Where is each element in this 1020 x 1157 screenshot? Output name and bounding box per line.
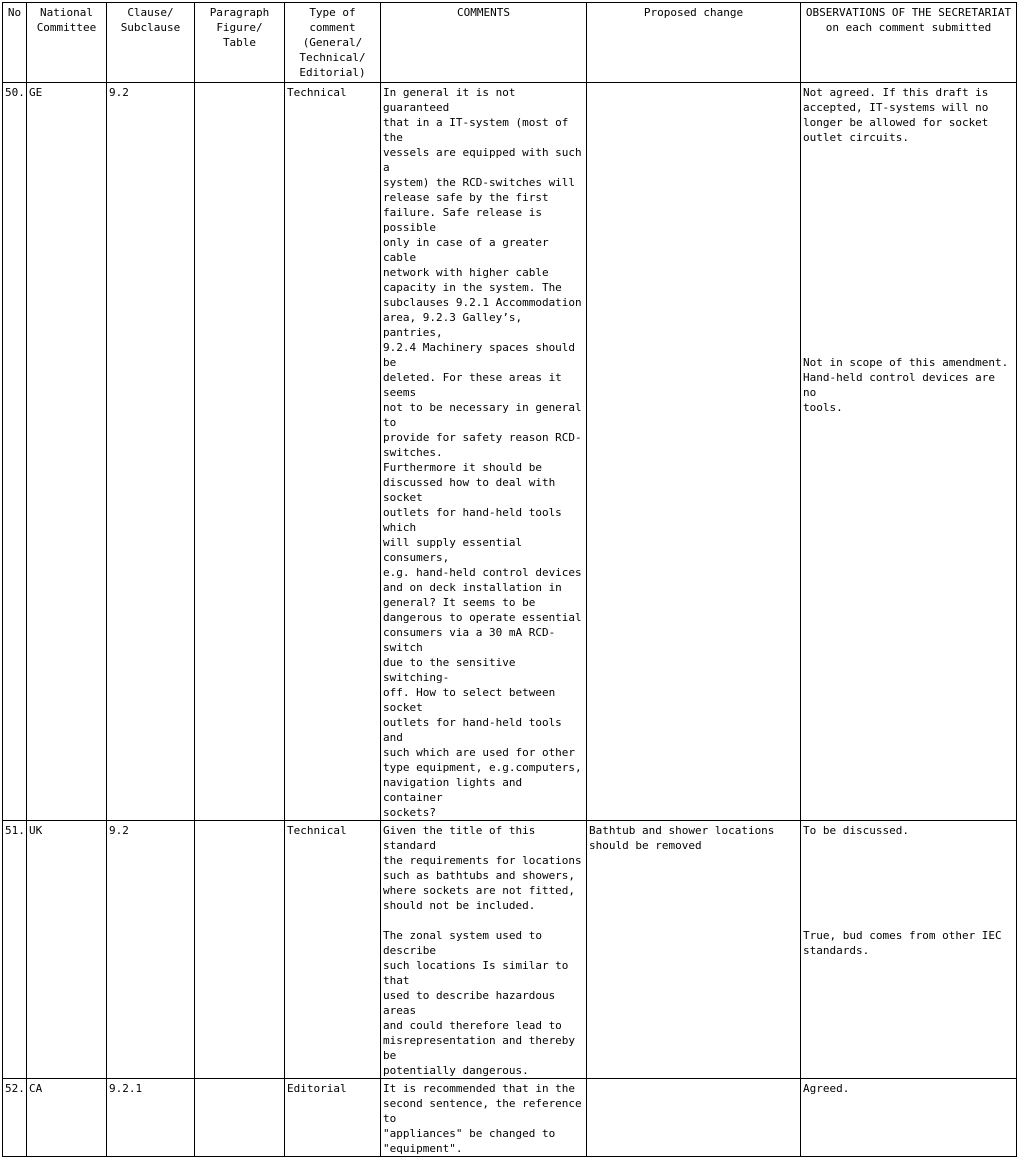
comments-cell: It is recommended that in the second sentence, the reference to "appliances" be changed to "equipment". xyxy=(381,1079,587,1157)
clause-cell: 9.2.1 xyxy=(107,1079,195,1157)
row-number: 51. xyxy=(3,821,27,1079)
header-national-committee: National Committee xyxy=(27,3,107,83)
type-cell: Technical xyxy=(285,83,381,821)
paragraph-cell xyxy=(195,83,285,821)
national-committee-cell: CA xyxy=(27,1079,107,1157)
comments-cell: Given the title of this standard the requirements for locations such as bathtubs and showers, where sockets are not fitted, should not be included. The zonal system used to describe such locations Is similar to that used to describe hazardous areas and could therefore lead to misrepresentation and thereby be potentially dangerous. xyxy=(381,821,587,1079)
row-number: 52. xyxy=(3,1079,27,1157)
table-row xyxy=(3,83,1017,821)
proposed-change-cell: Bathtub and shower locations should be removed xyxy=(587,821,801,1079)
comments-cell: In general it is not guaranteed that in a IT-system (most of the vessels are equipped with such a system) the RCD-switches will release safe by the first failure. Safe release is possible only in case of a greater cable network with higher cable capacity in the system. The subclauses 9.2.1 Accommodation area, 9.2.3 Galley’s, pantries, 9.2.4 Machinery spaces should be deleted. For these areas it seems not to be necessary in general to provide for safety reason RCD- switches. Furthermore it should be discussed how to deal with socket outlets for hand-held tools which will supply essential consumers, e.g. hand-held control devices and on deck installation in general? It seems to be dangerous to operate essential consumers via a 30 mA RCD-switch due to the sensitive switching- off. How to select between socket outlets for hand-held tools and such which are used for other type equipment, e.g.computers, navigation lights and container sockets? xyxy=(381,83,587,821)
observations-cell: Agreed. xyxy=(801,1079,1017,1157)
table-row xyxy=(3,821,1017,1079)
header-paragraph: Paragraph Figure/ Table xyxy=(195,3,285,83)
paragraph-cell xyxy=(195,821,285,1079)
type-cell: Editorial xyxy=(285,1079,381,1157)
header-comments: COMMENTS xyxy=(381,3,587,83)
paragraph-cell xyxy=(195,1079,285,1157)
header-proposed-change: Proposed change xyxy=(587,3,801,83)
clause-cell: 9.2 xyxy=(107,83,195,821)
row-number: 50. xyxy=(3,83,27,821)
header-clause: Clause/ Subclause xyxy=(107,3,195,83)
proposed-change-cell xyxy=(587,83,801,821)
observations-cell: Not agreed. If this draft is accepted, IT-systems will no longer be allowed for socket outlet circuits. Not in scope of this amendment. Hand-held control devices are no tools. xyxy=(801,83,1017,821)
header-observations: OBSERVATIONS OF THE SECRETARIAT on each comment submitted xyxy=(801,3,1017,83)
type-cell: Technical xyxy=(285,821,381,1079)
header-type: Type of comment (General/ Technical/ Editorial) xyxy=(285,3,381,83)
observations-cell: To be discussed. True, bud comes from other IEC standards. xyxy=(801,821,1017,1079)
clause-cell: 9.2 xyxy=(107,821,195,1079)
national-committee-cell: UK xyxy=(27,821,107,1079)
national-committee-cell: GE xyxy=(27,83,107,821)
proposed-change-cell xyxy=(587,1079,801,1157)
header-no: No xyxy=(3,3,27,83)
table-row xyxy=(3,1079,1017,1157)
comments-table xyxy=(2,2,1017,1157)
header-row xyxy=(3,3,1017,83)
